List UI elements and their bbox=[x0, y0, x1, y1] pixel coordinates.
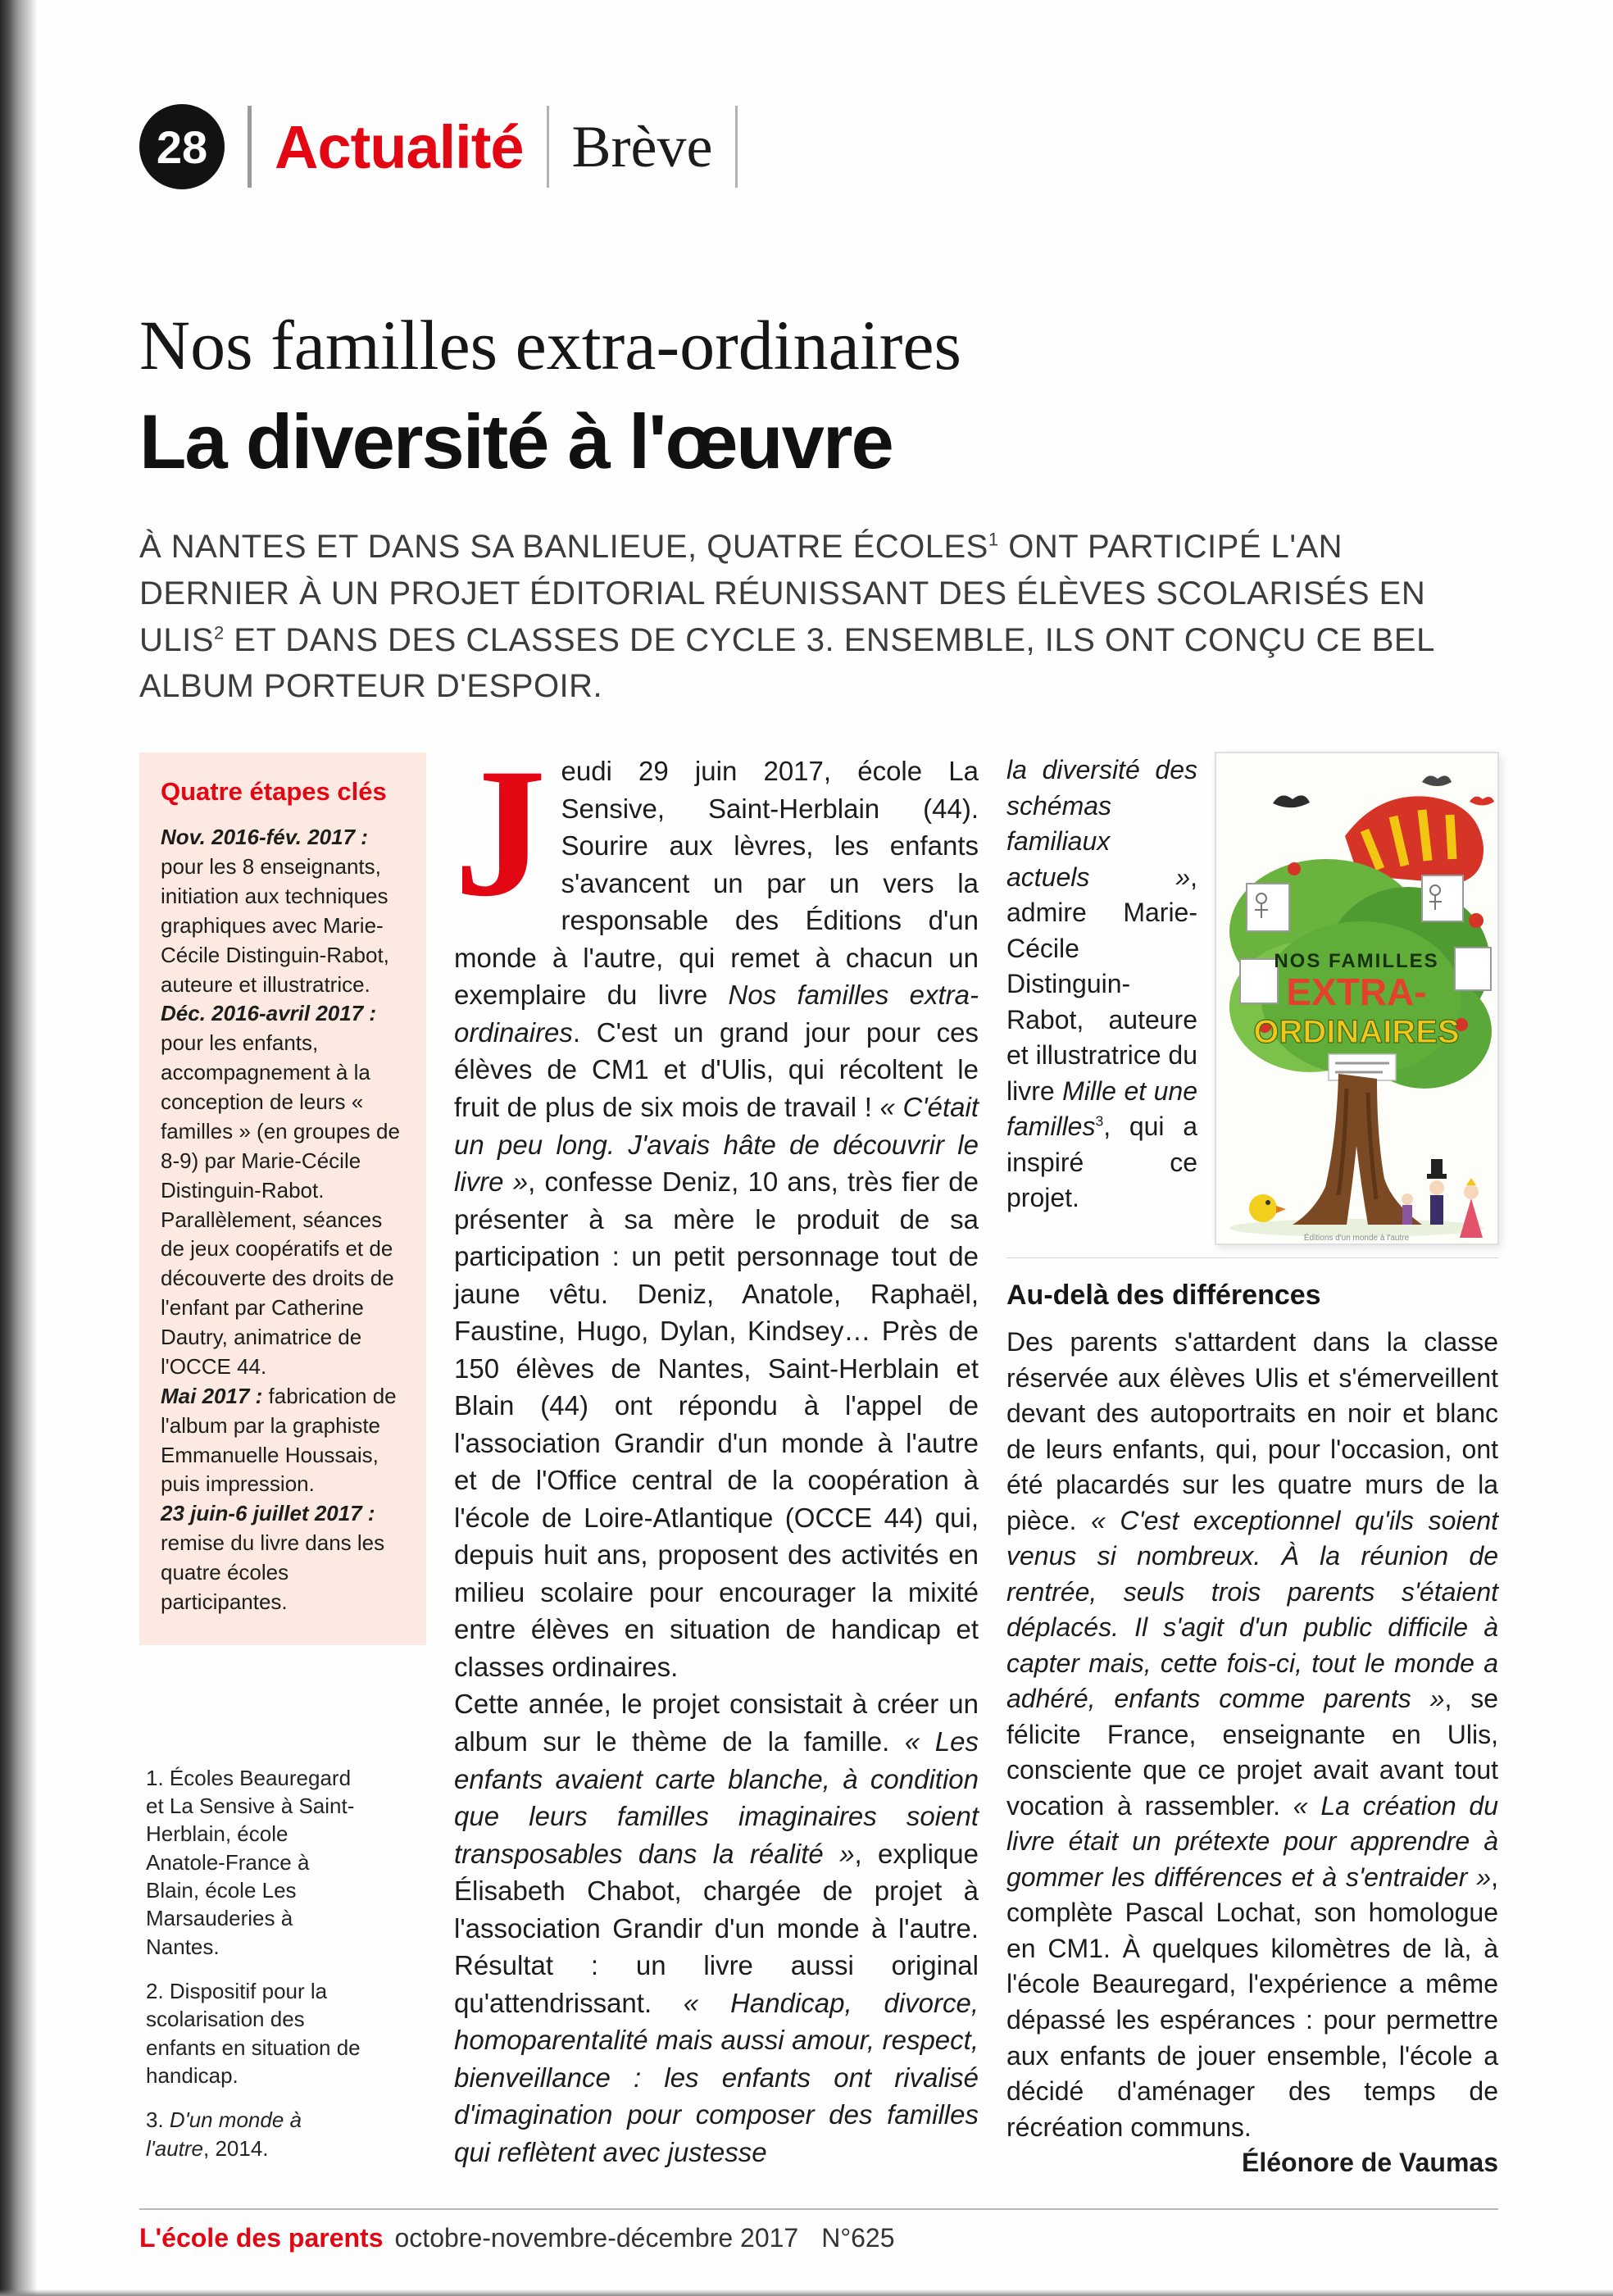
sidebar-title: Quatre étapes clés bbox=[161, 777, 387, 807]
article-columns bbox=[139, 730, 1499, 2180]
issue-number: N°625 bbox=[821, 2223, 895, 2253]
left-column bbox=[139, 752, 426, 2179]
drop-cap: J bbox=[454, 730, 547, 935]
magazine-name: L'école des parents bbox=[139, 2223, 384, 2253]
body-paragraph-4 bbox=[1006, 1325, 1499, 2178]
issue-date: octobre-novembre-décembre 2017 bbox=[394, 2223, 799, 2253]
footnote-3: 3. D'un monde à l'autre, 2014. bbox=[146, 2107, 302, 2161]
footnote-2: 2. Dispositif pour la scolarisation des enfants en situation de handicap. bbox=[146, 1979, 361, 2088]
page-number-badge bbox=[139, 104, 225, 189]
book-cover bbox=[1215, 752, 1498, 1244]
right-column-top bbox=[1006, 752, 1499, 2178]
standfirst: À NANTES ET DANS SA BANLIEUE, QUATRE ÉCOLES$^1$ ONT PARTICIPÉ L'AN DERNIER À UN PROJET ÉDITORIAL RÉUNISSANT DES ÉLÈVES SCOLARISÉS EN ULIS$^2$ ET DANS DES CLASSES DE CYCLE 3. ENSEMBLE, ILS ONT CONÇU CE BEL ALBUM PORTEUR D'ESPOIR. bbox=[139, 529, 1434, 705]
sidebar-paragraph: Nov. 2016-fév. 2017 : pour les 8 enseignants, initiation aux techniques graphiques avec Marie-Cécile Distinguin-Rabot, auteure et illustratrice. bbox=[161, 825, 389, 997]
page-number: 28 bbox=[156, 120, 208, 173]
cover-title-line3: ORDINAIRES bbox=[1253, 1014, 1460, 1051]
main-column bbox=[454, 730, 979, 2171]
sidebar-paragraph: Déc. 2016-avril 2017 : pour les enfants, accompagnement à la conception de leurs « familles » (en groupes de 8-9) par Marie-Cécile Distinguin-Rabot. Parallèlement, séances de jeux coopératifs et de découverte des droits de l'enfant par Catherine Dautry, animatrice de l'OCCE 44. bbox=[161, 1001, 400, 1379]
right-column bbox=[1006, 752, 1498, 2180]
byline: Éléonore de Vaumas bbox=[1241, 2148, 1498, 2178]
body-paragraph-2: Cette année, le projet consistait à créer un album sur le thème de la famille. « Les enfants avaient carte blanche, à condition que leurs familles imaginaires soient transposables dans la réalité », explique Élisabeth Chabot, chargée de projet à l'association Grandir d'un monde à l'autre. Résultat : un livre aussi original qu'attendrissant. « Handicap, divorce, homoparentalité mais aussi amour, respect, bienveillance : les enfants ont rivalisé d'imagination pour composer des familles qui reflètent avec justesse bbox=[454, 1689, 979, 2167]
cover-title-line2: EXTRA- bbox=[1286, 971, 1427, 1014]
body-paragraph-1 bbox=[454, 730, 979, 1685]
footnotes bbox=[139, 1764, 362, 2162]
section-label: Actualité bbox=[275, 112, 524, 181]
body-paragraph-1-text: eudi 29 juin 2017, école La Sensive, Saint-Herblain (44). Sourire aux lèvres, les enfants s'avancent un par un vers la responsable des Éditions d'un monde à l'autre, qui remet à chacun un exemplaire du livre Nos familles extra-ordinaires. C'est un grand jour pour ces élèves de CM1 et d'Ulis, qui récoltent le fruit de plus de six mois de travail ! « C'était un peu long. J'avais hâte de découvrir le livre », confesse Deniz, 10 ans, très fier de présenter à sa mère le produit de sa participation : un petit personnage tout de jaune vêtu. Deniz, Anatole, Raphaël, Faustine, Hugo, Dylan, Kindsey… Près de 150 élèves de Nantes, Saint-Herblain et Blain (44) ont répondu à l'appel de l'association Grandir d'un monde à l'autre et de l'Office central de la coopération à l'école de Loire-Atlantique (OCCE 44) qui, depuis huit ans, proposent des activités en milieu scolaire pour encourager la mixité entre élèves en situation de handicap et classes ordinaires. bbox=[454, 756, 979, 1682]
article-title: La diversité à l'œuvre bbox=[139, 398, 893, 484]
subsection-label: Brève bbox=[571, 113, 713, 180]
section-heading: Au-delà des différences bbox=[1006, 1257, 1498, 1312]
scan-edge-artifact bbox=[0, 0, 38, 2296]
page-header bbox=[139, 94, 1498, 199]
kicker-title: Nos familles extra-ordinaires bbox=[139, 306, 961, 384]
footnote-1: 1. Écoles Beauregard et La Sensive à Saint-Herblain, école Anatole-France à Blain, école Les Marsauderies à Nantes. bbox=[146, 1765, 355, 1959]
header-divider bbox=[248, 106, 252, 188]
body-paragraph-4-text: Des parents s'attardent dans la classe réservée aux élèves Ulis et s'émerveillent devant des autoportraits en noir et blanc de leurs enfants, qui, pour l'occasion, ont été placardés sur les quatre murs de la pièce. « C'est exceptionnel qu'ils soient venus si nombreux. À la réunion de rentrée, seuls trois parents s'étaient déplacés. Il s'agit d'un public difficile à capter mais, cette fois-ci, tout le monde a adhéré, enfants comme parents », se félicite France, enseignante en Ulis, consciente que ce projet avait avant tout vocation à rassembler. « La création du livre était un prétexte pour apprendre à gommer les différences et à s'entraider », complète Pascal Lochat, son homologue en CM1. À quelques kilomètres de là, à l'école Beauregard, l'expérience a même dépassé les espérances : pour permettre aux enfants de jouer ensemble, l'école a décidé d'aménager des temps de récréation communs. bbox=[1006, 1327, 1499, 2142]
sidebar-box bbox=[139, 752, 426, 1645]
header-divider bbox=[547, 106, 549, 188]
sidebar-paragraph: Mai 2017 : fabrication de l'album par la graphiste Emmanuelle Houssais, puis impression. bbox=[161, 1383, 397, 1497]
cover-publisher: Éditions d'un monde à l'autre bbox=[1303, 1234, 1410, 1243]
sidebar-paragraph: 23 juin-6 juillet 2017 : remise du livre dans les quatre écoles participantes. bbox=[161, 1501, 385, 1614]
scan-edge-bottom-artifact bbox=[0, 2289, 1613, 2296]
body-paragraph-3: la diversité des schémas familiaux actuels », admire Marie-Cécile Distinguin-Rabot, auteure et illustratrice du livre Mille et une familles$^3$, qui a inspiré ce projet. bbox=[1006, 755, 1198, 1213]
header-divider bbox=[735, 106, 738, 188]
cover-title-line1: NOS FAMILLES bbox=[1274, 950, 1439, 973]
book-cover-illustration bbox=[1215, 752, 1498, 1244]
page-footer bbox=[139, 2208, 1498, 2253]
